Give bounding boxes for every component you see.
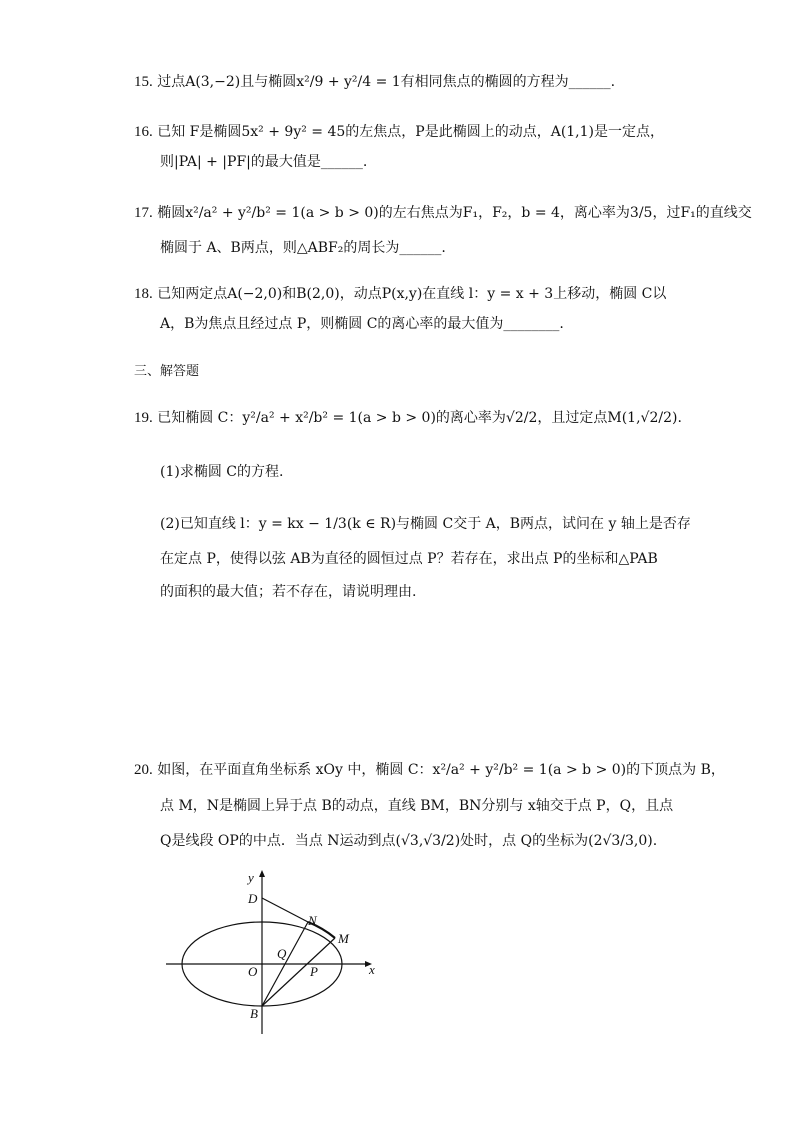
y-axis-arrow bbox=[259, 870, 265, 877]
question-number: 15. bbox=[134, 74, 153, 90]
question-number: 20. bbox=[134, 762, 153, 778]
question-text: 如图，在平面直角坐标系 xOy 中，椭圆 C：x²/a² + y²/b² = 1(a > b > 0)的下顶点为 B， bbox=[157, 762, 725, 778]
question-19 bbox=[134, 408, 682, 428]
question-19-part-2-line-1: (2)已知直线 l：y = kx − 1/3(k ∈ R)与椭圆 C交于 A，B两点，试问在 y 轴上是否存 bbox=[160, 516, 691, 532]
question-19-part-2-line-2: 在定点 P，使得以弦 AB为直径的圆恒过点 P？若存在，求出点 P的坐标和△PAB bbox=[160, 551, 658, 567]
question-text: 椭圆x²/a² + y²/b² = 1(a > b > 0)的左右焦点为F₁，F₂，b = 4，离心率为3/5，过F₁的直线交 bbox=[157, 205, 752, 221]
question-number: 16. bbox=[134, 124, 153, 140]
question-19-part-2-line-3: 的面积的最大值；若不存在，请说明理由. bbox=[160, 584, 417, 600]
question-text: 已知椭圆 C：y²/a² + x²/b² = 1(a > b > 0)的离心率为√2/2，且过定点M(1,√2/2). bbox=[157, 410, 682, 426]
question-20-line-2: 点 M，N是椭圆上异于点 B的动点，直线 BM，BN分别与 x轴交于点 P，Q，且点 bbox=[160, 798, 674, 814]
question-17 bbox=[134, 203, 752, 223]
question-15 bbox=[134, 72, 615, 92]
label-Q: Q bbox=[277, 946, 287, 961]
question-number: 18. bbox=[134, 286, 153, 302]
question-number: 17. bbox=[134, 205, 153, 221]
label-D: D bbox=[248, 891, 258, 906]
question-20-line-3: Q是线段 OP的中点．当点 N运动到点(√3,√3/2)处时，点 Q的坐标为(2√3/3,0). bbox=[160, 833, 658, 849]
question-16 bbox=[134, 122, 664, 142]
ellipse-figure bbox=[158, 866, 388, 1041]
label-O: O bbox=[248, 964, 258, 979]
question-18 bbox=[134, 284, 666, 304]
label-y: y bbox=[248, 870, 254, 885]
question-text: 过点A(3,−2)且与椭圆x²/9 + y²/4 = 1有相同焦点的椭圆的方程为______. bbox=[157, 74, 616, 90]
label-M: M bbox=[338, 931, 349, 946]
question-19-part-1: (1)求椭圆 C的方程. bbox=[160, 464, 284, 480]
line-DN bbox=[262, 898, 308, 922]
label-N: N bbox=[308, 913, 317, 928]
question-18-line-2: A，B为焦点且经过点 P，则椭圆 C的离心率的最大值为________. bbox=[160, 316, 564, 332]
section-title: 三、解答题 bbox=[134, 364, 200, 379]
label-P: P bbox=[310, 964, 318, 979]
label-B: B bbox=[250, 1006, 258, 1021]
question-text: 已知 F是椭圆5x² + 9y² = 45的左焦点，P是此椭圆上的动点，A(1,1)是一定点， bbox=[157, 124, 665, 140]
label-x: x bbox=[369, 962, 375, 977]
question-20 bbox=[134, 760, 725, 780]
question-16-line-2: 则|PA| + |PF|的最大值是______. bbox=[160, 154, 368, 170]
question-text: 已知两定点A(−2,0)和B(2,0)，动点P(x,y)在直线 l：y = x + 3上移动，椭圆 C以 bbox=[157, 286, 667, 302]
line-BM bbox=[262, 938, 335, 1006]
question-number: 19. bbox=[134, 410, 153, 426]
question-17-line-2: 椭圆于 A、B两点，则△ABF₂的周长为______. bbox=[160, 240, 446, 256]
